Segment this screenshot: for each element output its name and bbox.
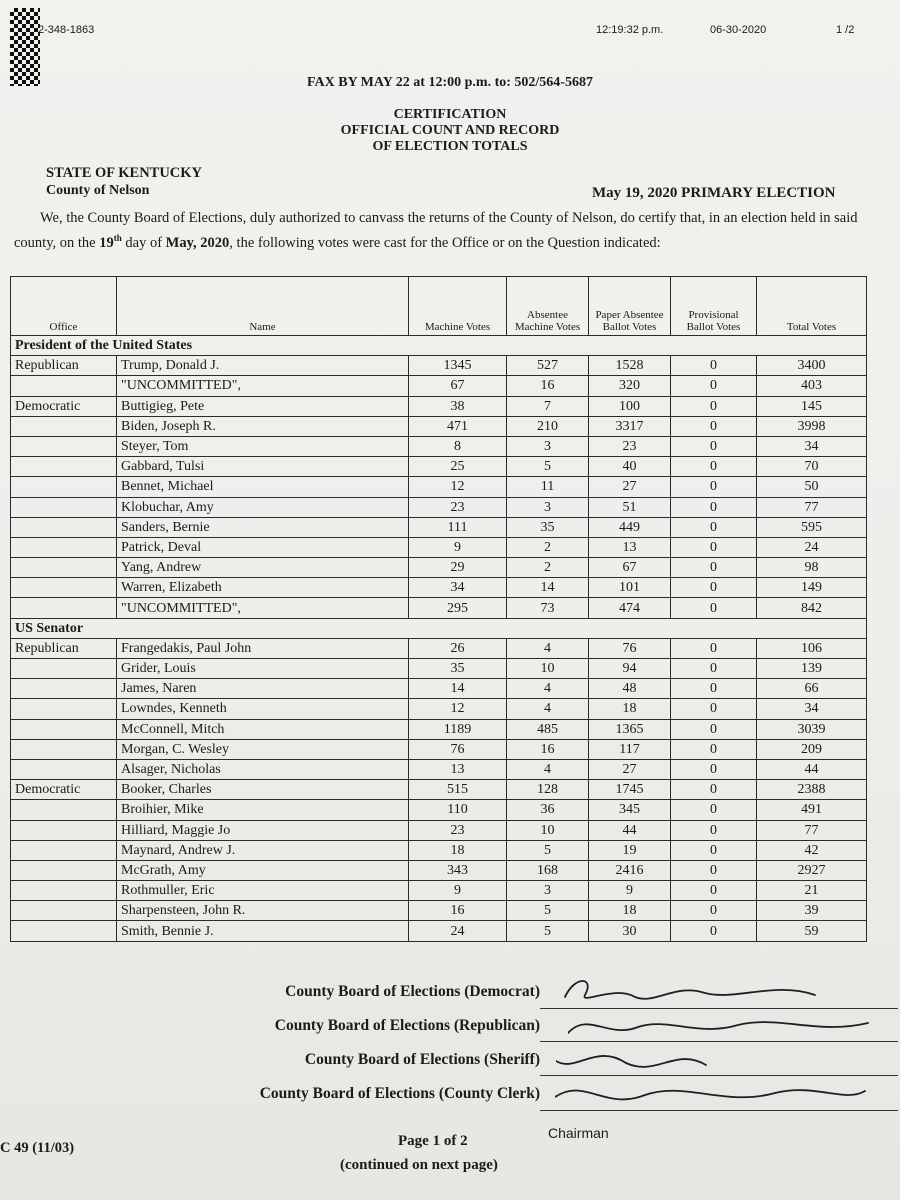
candidate-name-cell: Biden, Joseph R. [117,416,409,436]
party-cell [11,759,117,779]
party-cell [11,679,117,699]
paper-absentee-votes-cell: 320 [589,376,671,396]
machine-votes-cell: 110 [409,800,507,820]
signature-label: County Board of Elections (Republican) [274,1017,540,1034]
table-row [11,436,867,456]
provisional-votes-cell: 0 [671,759,757,779]
provisional-votes-cell: 0 [671,376,757,396]
total-votes-cell: 2927 [757,860,867,880]
total-votes-cell: 595 [757,517,867,537]
machine-votes-cell: 76 [409,739,507,759]
candidate-name-cell: Steyer, Tom [117,436,409,456]
paper-absentee-votes-cell: 101 [589,578,671,598]
total-votes-cell: 34 [757,436,867,456]
candidate-name-cell: James, Naren [117,679,409,699]
absentee-machine-votes-cell: 485 [507,719,589,739]
total-votes-cell: 842 [757,598,867,618]
provisional-votes-cell: 0 [671,477,757,497]
machine-votes-cell: 16 [409,901,507,921]
party-cell [11,820,117,840]
provisional-votes-cell: 0 [671,921,757,941]
machine-votes-cell: 1189 [409,719,507,739]
table-row [11,578,867,598]
absentee-machine-votes-cell: 35 [507,517,589,537]
table-row [11,840,867,860]
table-row [11,356,867,376]
machine-votes-cell: 343 [409,860,507,880]
party-cell [11,921,117,941]
paper-absentee-votes-cell: 9 [589,881,671,901]
table-row [11,558,867,578]
paper-absentee-votes-cell: 1365 [589,719,671,739]
machine-votes-cell: 26 [409,638,507,658]
handwritten-signature [556,1043,876,1077]
party-cell: Republican [11,356,117,376]
election-totals-table [10,276,867,942]
party-cell [11,659,117,679]
machine-votes-cell: 38 [409,396,507,416]
paper-absentee-votes-cell: 48 [589,679,671,699]
document-title [0,107,900,155]
total-votes-cell: 2388 [757,780,867,800]
provisional-votes-cell: 0 [671,517,757,537]
paper-absentee-votes-cell: 100 [589,396,671,416]
machine-votes-cell: 14 [409,679,507,699]
provisional-votes-cell: 0 [671,416,757,436]
total-votes-cell: 77 [757,820,867,840]
party-cell [11,558,117,578]
candidate-name-cell: Maynard, Andrew J. [117,840,409,860]
county-name: County of Nelson [46,183,150,198]
provisional-votes-cell: 0 [671,719,757,739]
provisional-votes-cell: 0 [671,356,757,376]
paper-absentee-votes-cell: 1528 [589,356,671,376]
candidate-name-cell: Sharpensteen, John R. [117,901,409,921]
paper-absentee-votes-cell: 3317 [589,416,671,436]
party-cell [11,719,117,739]
signature-label: County Board of Elections (Democrat) [285,983,540,1000]
office-title: US Senator [11,618,867,638]
paper-absentee-votes-cell: 18 [589,699,671,719]
provisional-votes-cell: 0 [671,820,757,840]
candidate-name-cell: Gabbard, Tulsi [117,457,409,477]
machine-votes-cell: 18 [409,840,507,860]
machine-votes-cell: 34 [409,578,507,598]
handwritten-signature [555,975,875,1009]
fax-date: 06-30-2020 [710,24,767,36]
paper-absentee-votes-cell: 76 [589,638,671,658]
candidate-name-cell: Smith, Bennie J. [117,921,409,941]
party-cell [11,376,117,396]
machine-votes-cell: 67 [409,376,507,396]
col-paper-absentee-votes: Paper Absentee Ballot Votes [589,277,671,336]
provisional-votes-cell: 0 [671,840,757,860]
absentee-machine-votes-cell: 4 [507,679,589,699]
page-label: Page 1 of 2 [398,1133,468,1149]
table-row [11,376,867,396]
party-cell [11,860,117,880]
fax-phone: 2-348-1863 [38,24,95,36]
absentee-machine-votes-cell: 5 [507,457,589,477]
table-row [11,416,867,436]
title-line-3: OF ELECTION TOTALS [372,139,528,154]
provisional-votes-cell: 0 [671,800,757,820]
paper-absentee-votes-cell: 13 [589,537,671,557]
cert-text-1: We, the County Board of Elections, duly authorized to canvass the returns of the County of Nelson, do certify that, in an election held in said county, on the [14,210,858,251]
absentee-machine-votes-cell: 128 [507,780,589,800]
machine-votes-cell: 29 [409,558,507,578]
absentee-machine-votes-cell: 4 [507,759,589,779]
provisional-votes-cell: 0 [671,436,757,456]
fax-instruction: FAX BY MAY 22 at 12:00 p.m. to: 502/564-5687 [307,75,593,90]
paper-absentee-votes-cell: 19 [589,840,671,860]
paper-absentee-votes-cell: 51 [589,497,671,517]
table-row [11,537,867,557]
absentee-machine-votes-cell: 2 [507,558,589,578]
signature-label: County Board of Elections (Sheriff) [304,1051,540,1068]
provisional-votes-cell: 0 [671,558,757,578]
candidate-name-cell: Lowndes, Kenneth [117,699,409,719]
paper-absentee-votes-cell: 40 [589,457,671,477]
party-cell [11,598,117,618]
candidate-name-cell: Buttigieg, Pete [117,396,409,416]
paper-absentee-votes-cell: 345 [589,800,671,820]
col-total-votes: Total Votes [757,277,867,336]
paper-absentee-votes-cell: 23 [589,436,671,456]
table-row [11,396,867,416]
provisional-votes-cell: 0 [671,396,757,416]
candidate-name-cell: Broihier, Mike [117,800,409,820]
cert-day-suffix: th [113,233,122,243]
absentee-machine-votes-cell: 5 [507,840,589,860]
party-cell [11,477,117,497]
party-cell [11,901,117,921]
cert-day: 19 [99,234,114,251]
machine-votes-cell: 471 [409,416,507,436]
machine-votes-cell: 23 [409,820,507,840]
total-votes-cell: 403 [757,376,867,396]
total-votes-cell: 209 [757,739,867,759]
candidate-name-cell: Frangedakis, Paul John [117,638,409,658]
table-row [11,901,867,921]
total-votes-cell: 70 [757,457,867,477]
total-votes-cell: 34 [757,699,867,719]
election-name: May 19, 2020 PRIMARY ELECTION [592,185,836,201]
paper-absentee-votes-cell: 30 [589,921,671,941]
paper-absentee-votes-cell: 2416 [589,860,671,880]
candidate-name-cell: Bennet, Michael [117,477,409,497]
absentee-machine-votes-cell: 168 [507,860,589,880]
chairman-label: Chairman [548,1125,609,1141]
table-row [11,739,867,759]
provisional-votes-cell: 0 [671,699,757,719]
absentee-machine-votes-cell: 10 [507,659,589,679]
absentee-machine-votes-cell: 3 [507,436,589,456]
table-header-row [11,277,867,336]
machine-votes-cell: 13 [409,759,507,779]
handwritten-signature [555,1077,875,1111]
party-cell [11,517,117,537]
party-cell [11,457,117,477]
party-cell [11,881,117,901]
machine-votes-cell: 111 [409,517,507,537]
absentee-machine-votes-cell: 3 [507,497,589,517]
absentee-machine-votes-cell: 210 [507,416,589,436]
provisional-votes-cell: 0 [671,739,757,759]
table-row [11,800,867,820]
total-votes-cell: 98 [757,558,867,578]
table-row [11,820,867,840]
party-cell [11,840,117,860]
candidate-name-cell: "UNCOMMITTED", [117,376,409,396]
table-body [11,336,867,942]
party-cell: Democratic [11,780,117,800]
party-cell: Republican [11,638,117,658]
machine-votes-cell: 8 [409,436,507,456]
machine-votes-cell: 23 [409,497,507,517]
table-row [11,780,867,800]
title-line-1: CERTIFICATION [393,107,507,122]
total-votes-cell: 39 [757,901,867,921]
table-row [11,457,867,477]
total-votes-cell: 145 [757,396,867,416]
candidate-name-cell: Hilliard, Maggie Jo [117,820,409,840]
candidate-name-cell: Trump, Donald J. [117,356,409,376]
machine-votes-cell: 1345 [409,356,507,376]
total-votes-cell: 106 [757,638,867,658]
table-row [11,659,867,679]
provisional-votes-cell: 0 [671,497,757,517]
machine-votes-cell: 35 [409,659,507,679]
candidate-name-cell: Klobuchar, Amy [117,497,409,517]
provisional-votes-cell: 0 [671,860,757,880]
party-cell [11,416,117,436]
paper-absentee-votes-cell: 67 [589,558,671,578]
machine-votes-cell: 12 [409,699,507,719]
absentee-machine-votes-cell: 11 [507,477,589,497]
party-cell [11,537,117,557]
provisional-votes-cell: 0 [671,901,757,921]
handwritten-signature [568,1009,888,1043]
provisional-votes-cell: 0 [671,679,757,699]
party-cell [11,497,117,517]
signature-label: County Board of Elections (County Clerk) [259,1085,540,1102]
total-votes-cell: 66 [757,679,867,699]
party-cell [11,739,117,759]
candidate-name-cell: Alsager, Nicholas [117,759,409,779]
total-votes-cell: 491 [757,800,867,820]
absentee-machine-votes-cell: 16 [507,376,589,396]
certification-paragraph [14,208,886,253]
paper-absentee-votes-cell: 474 [589,598,671,618]
machine-votes-cell: 25 [409,457,507,477]
total-votes-cell: 3998 [757,416,867,436]
total-votes-cell: 24 [757,537,867,557]
title-line-2: OFFICIAL COUNT AND RECORD [340,123,560,138]
office-section-row [11,336,867,356]
machine-votes-cell: 9 [409,537,507,557]
cert-month: May, 2020 [165,234,230,251]
paper-absentee-votes-cell: 449 [589,517,671,537]
candidate-name-cell: Patrick, Deval [117,537,409,557]
total-votes-cell: 21 [757,881,867,901]
total-votes-cell: 44 [757,759,867,779]
absentee-machine-votes-cell: 36 [507,800,589,820]
machine-votes-cell: 24 [409,921,507,941]
absentee-machine-votes-cell: 14 [507,578,589,598]
absentee-machine-votes-cell: 7 [507,396,589,416]
absentee-machine-votes-cell: 5 [507,921,589,941]
paper-absentee-votes-cell: 27 [589,477,671,497]
total-votes-cell: 149 [757,578,867,598]
cert-text-3: , the following votes were cast for the Office or on the Question indicated: [229,234,661,251]
candidate-name-cell: McGrath, Amy [117,860,409,880]
fax-page: 1 /2 [836,24,855,36]
candidate-name-cell: McConnell, Mitch [117,719,409,739]
candidate-name-cell: Sanders, Bernie [117,517,409,537]
absentee-machine-votes-cell: 5 [507,901,589,921]
paper-absentee-votes-cell: 117 [589,739,671,759]
absentee-machine-votes-cell: 10 [507,820,589,840]
provisional-votes-cell: 0 [671,578,757,598]
party-cell [11,800,117,820]
table-row [11,517,867,537]
table-row [11,497,867,517]
candidate-name-cell: Rothmuller, Eric [117,881,409,901]
form-number: C 49 (11/03) [0,1140,75,1156]
paper-absentee-votes-cell: 44 [589,820,671,840]
absentee-machine-votes-cell: 73 [507,598,589,618]
col-provisional-votes: Provisional Ballot Votes [671,277,757,336]
col-machine-votes: Machine Votes [409,277,507,336]
table-row [11,477,867,497]
table-row [11,860,867,880]
total-votes-cell: 50 [757,477,867,497]
party-cell [11,436,117,456]
table-row [11,719,867,739]
col-office: Office [11,277,117,336]
candidate-name-cell: Morgan, C. Wesley [117,739,409,759]
table-row [11,881,867,901]
col-name: Name [117,277,409,336]
continued-label: (continued on next page) [340,1157,498,1173]
paper-absentee-votes-cell: 18 [589,901,671,921]
candidate-name-cell: Yang, Andrew [117,558,409,578]
candidate-name-cell: "UNCOMMITTED", [117,598,409,618]
absentee-machine-votes-cell: 3 [507,881,589,901]
candidate-name-cell: Warren, Elizabeth [117,578,409,598]
party-cell [11,578,117,598]
office-title: President of the United States [11,336,867,356]
total-votes-cell: 59 [757,921,867,941]
fax-time: 12:19:32 p.m. [596,24,664,36]
machine-votes-cell: 9 [409,881,507,901]
party-cell: Democratic [11,396,117,416]
office-section-row [11,618,867,638]
table-row [11,638,867,658]
candidate-name-cell: Grider, Louis [117,659,409,679]
machine-votes-cell: 515 [409,780,507,800]
provisional-votes-cell: 0 [671,881,757,901]
candidate-name-cell: Booker, Charles [117,780,409,800]
provisional-votes-cell: 0 [671,457,757,477]
machine-votes-cell: 12 [409,477,507,497]
paper-absentee-votes-cell: 1745 [589,780,671,800]
table-row [11,598,867,618]
total-votes-cell: 77 [757,497,867,517]
absentee-machine-votes-cell: 4 [507,699,589,719]
paper-absentee-votes-cell: 27 [589,759,671,779]
total-votes-cell: 3400 [757,356,867,376]
absentee-machine-votes-cell: 527 [507,356,589,376]
absentee-machine-votes-cell: 16 [507,739,589,759]
total-votes-cell: 3039 [757,719,867,739]
total-votes-cell: 42 [757,840,867,860]
absentee-machine-votes-cell: 4 [507,638,589,658]
absentee-machine-votes-cell: 2 [507,537,589,557]
table-row [11,921,867,941]
col-absentee-machine-votes: Absentee Machine Votes [507,277,589,336]
provisional-votes-cell: 0 [671,638,757,658]
machine-votes-cell: 295 [409,598,507,618]
provisional-votes-cell: 0 [671,598,757,618]
table-row [11,759,867,779]
provisional-votes-cell: 0 [671,659,757,679]
table-row [11,699,867,719]
table-row [11,679,867,699]
state-name: STATE OF KENTUCKY [46,165,203,181]
provisional-votes-cell: 0 [671,780,757,800]
provisional-votes-cell: 0 [671,537,757,557]
paper-absentee-votes-cell: 94 [589,659,671,679]
cert-text-2: day of [121,234,166,251]
party-cell [11,699,117,719]
total-votes-cell: 139 [757,659,867,679]
